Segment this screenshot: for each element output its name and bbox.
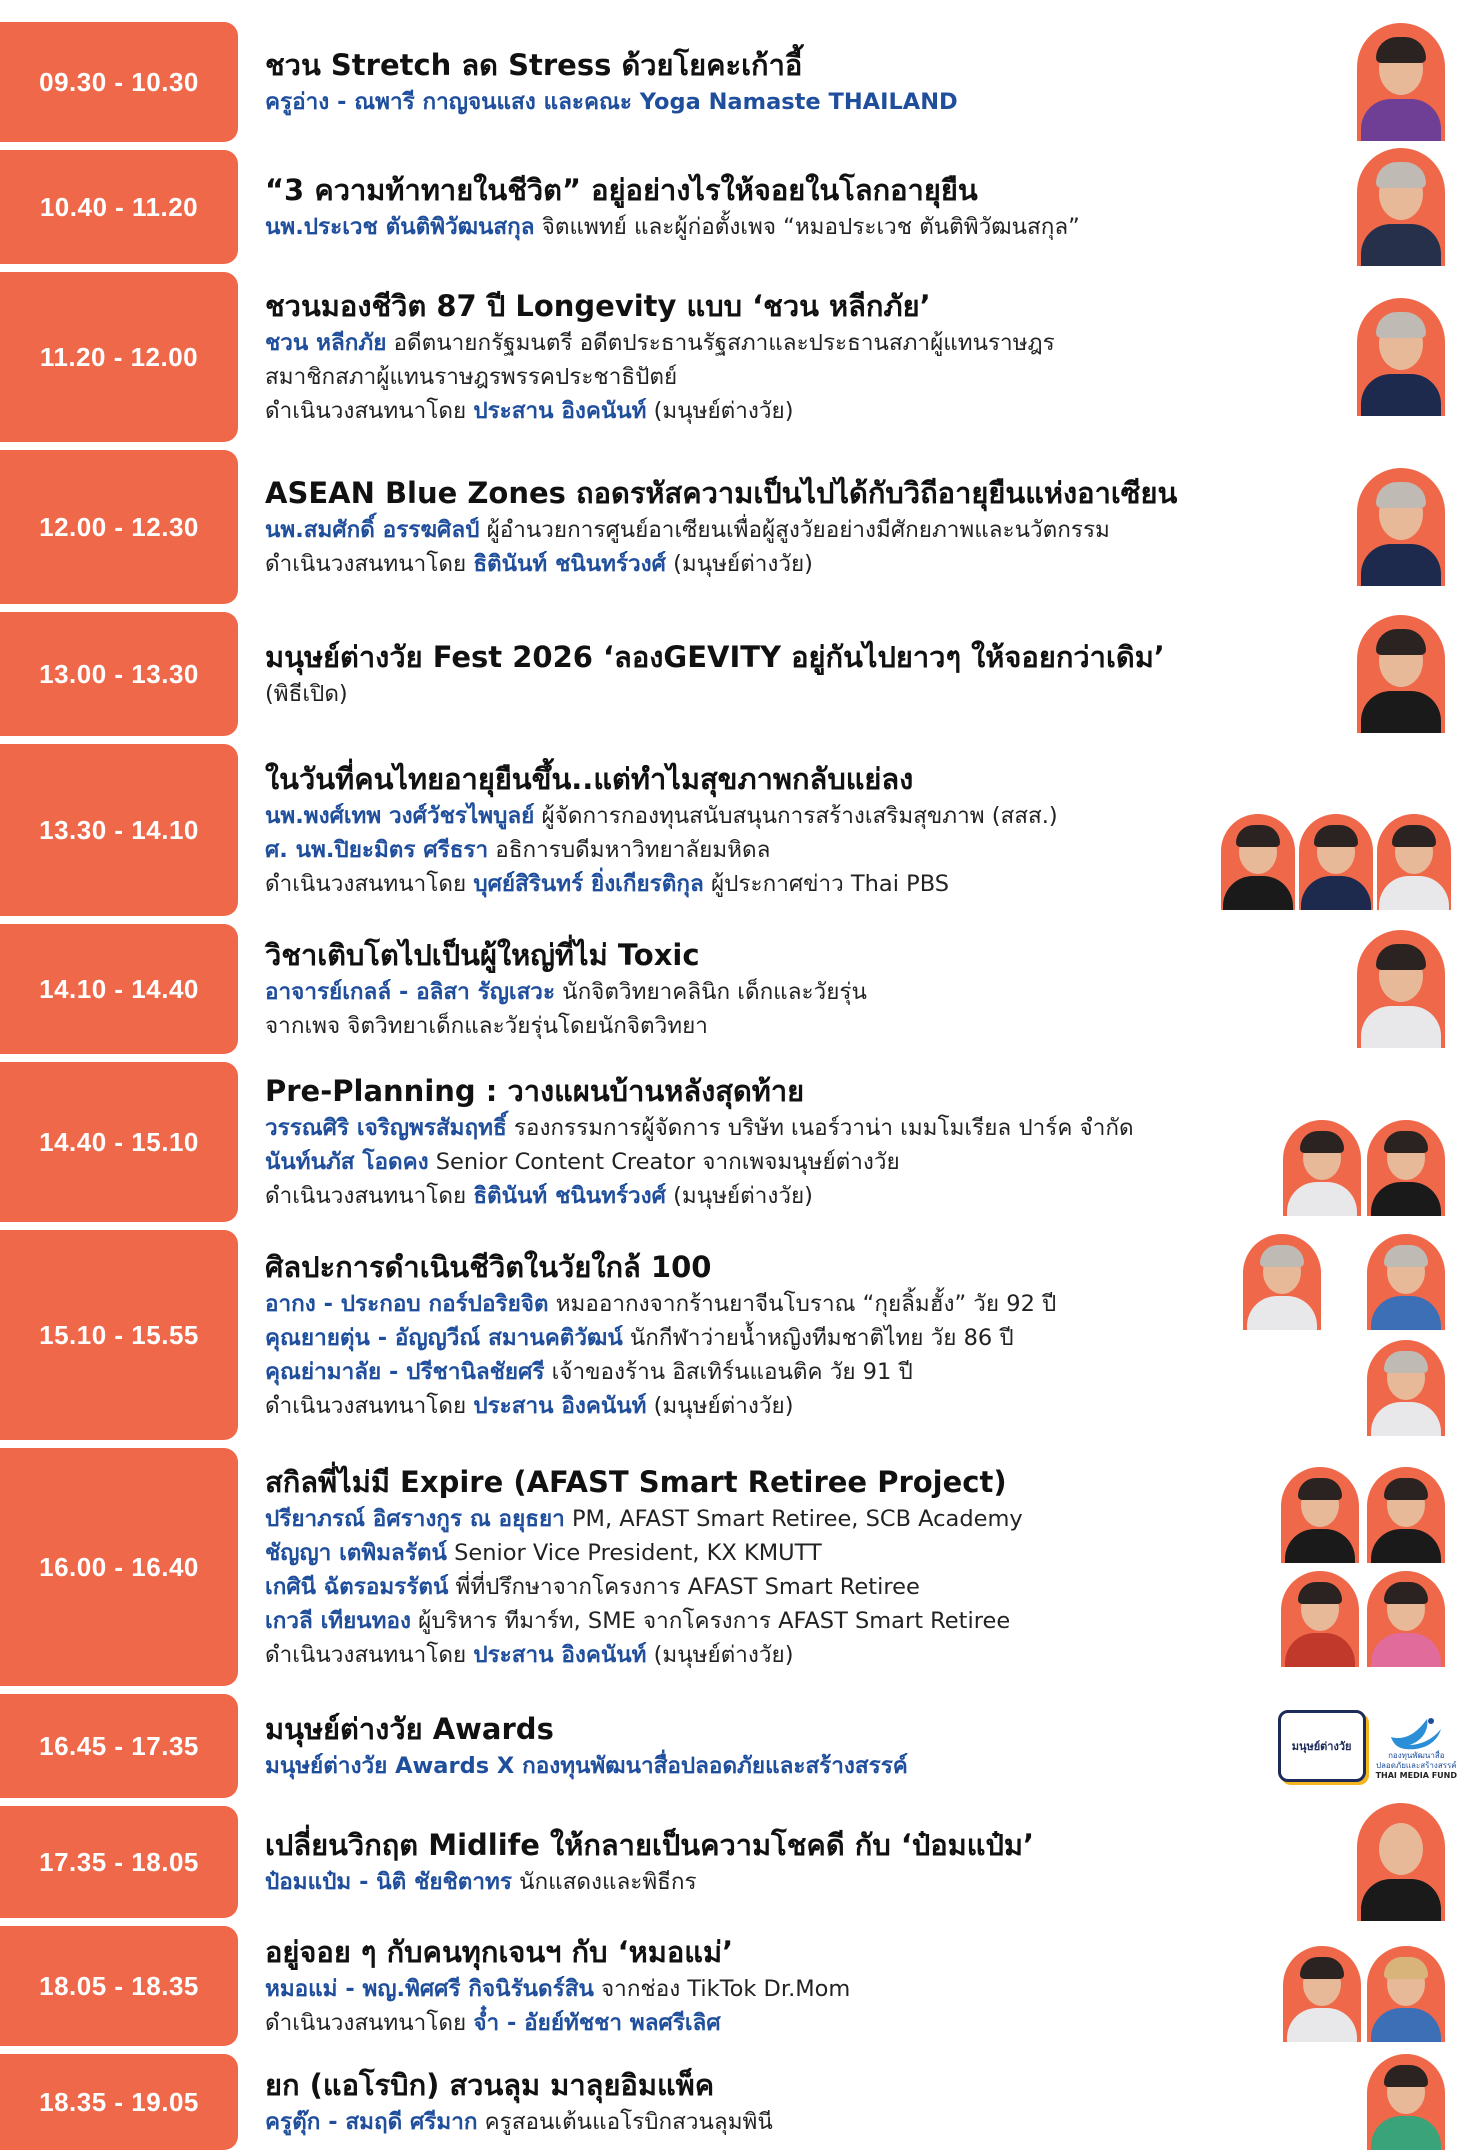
speaker-role: PM, AFAST Smart Retiree, SCB Academy [564,1506,1023,1532]
session-row [0,1448,1463,1686]
session-title: ชวนมองชีวิต 87 ปี Longevity แบบ ‘ชวน หลีกภัย’ [265,289,931,323]
speaker-line [265,1865,1238,1899]
bird-icon [1387,1711,1445,1751]
speaker-portrait [1367,1571,1445,1667]
speaker-line [265,326,1238,360]
speaker-photos [1235,1448,1445,1686]
moderator-line [265,1389,1238,1423]
speaker-portrait [1367,1467,1445,1563]
session-time: 11.20 - 12.00 [0,272,238,442]
session-time: 14.40 - 15.10 [0,1062,238,1222]
speaker-line [265,1287,1238,1321]
speaker-name: ปรียาภรณ์ อิศรางกูร ณ อยุธยา [265,1506,565,1532]
speaker-line [265,799,1238,833]
speaker-role: อดีตนายกรัฐมนตรี อดีตประธานรัฐสภาและประธานสภาผู้แทนราษฎร [386,330,1055,356]
speaker-name: ครูอ่าง - ณพารี กาญจนแสง และคณะ Yoga Namaste THAILAND [265,89,958,115]
speaker-portrait [1281,1571,1359,1667]
session-row [0,1694,1463,1798]
session-time: 14.10 - 14.40 [0,924,238,1054]
speaker-name: เกวลี เทียนทอง [265,1608,411,1634]
speaker-line [265,1321,1238,1355]
speaker-portrait [1281,1467,1359,1563]
speaker-line [265,1749,1238,1783]
session-time: 10.40 - 11.20 [0,150,238,264]
moderator-label: ดำเนินวงสนทนาโดย [265,2010,474,2036]
speaker-line [265,1355,1238,1389]
moderator-label: ดำเนินวงสนทนาโดย [265,1183,474,1209]
session-content [265,1448,1238,1686]
session-title: Pre-Planning : วางแผนบ้านหลังสุดท้าย [265,1074,805,1108]
speaker-role: รองกรรมการผู้จัดการ บริษัท เนอร์วาน่า เมมโมเรียล ปาร์ค จำกัด [506,1115,1134,1141]
speaker-name: ศ. นพ.ปิยะมิตร ศรีธรา [265,837,489,863]
session-time: 13.30 - 14.10 [0,744,238,916]
session-title: ยก (แอโรบิก) สวนลุม มาลุยอิมแพ็ค [265,2068,715,2102]
session-time: 13.00 - 13.30 [0,612,238,736]
moderator-name: บุศย์สิรินทร์ ยิ่งเกียรติกุล [473,871,704,897]
speaker-line [265,513,1238,547]
speaker-line [265,360,1238,394]
speaker-role: จากเพจ จิตวิทยาเด็กและวัยรุ่นโดยนักจิตวิทยา [265,1013,708,1039]
session-row [0,1806,1463,1918]
speaker-photos [1235,1926,1445,2046]
speaker-name: คุณยายตุ่น - อัญญวีณ์ สมานคติวัฒน์ [265,1325,623,1351]
speaker-name: นพ.สมศักดิ์ อรรฆศิลป์ [265,517,480,543]
moderator-line [265,1179,1238,1213]
speaker-photos [1235,2054,1445,2150]
speaker-role: นักจิตวิทยาคลินิก เด็กและวัยรุ่น [555,979,867,1005]
moderator-line [265,867,1238,901]
speaker-portrait [1367,1340,1445,1436]
session-time: 17.35 - 18.05 [0,1806,238,1918]
speaker-name: ชวน หลีกภัย [265,330,387,356]
session-time: 16.45 - 17.35 [0,1694,238,1798]
session-time: 18.05 - 18.35 [0,1926,238,2046]
session-time: 09.30 - 10.30 [0,22,238,142]
thai-media-fund-logo [1376,1711,1457,1781]
moderator-label: ดำเนินวงสนทนาโดย [265,398,474,424]
speaker-portrait [1367,1234,1445,1330]
speaker-portrait [1357,615,1445,733]
speaker-photos [1235,924,1445,1054]
speaker-role: จิตแพทย์ และผู้ก่อตั้งเพจ “หมอประเวช ตันติพิวัฒนสกุล” [534,214,1080,240]
moderator-name: จ๋ำ - อัยย์ทัชชา พลศรีเลิศ [473,2010,721,2036]
speaker-role: ผู้บริหาร ทีมาร์ท, SME จากโครงการ AFAST Smart Retiree [411,1608,1011,1634]
moderator-name: ธิตินันท์ ชนินทร์วงศ์ [473,1183,666,1209]
speaker-line [265,2105,1238,2139]
speaker-portrait [1357,930,1445,1048]
speaker-role: สมาชิกสภาผู้แทนราษฎรพรรคประชาธิปัตย์ [265,364,678,390]
moderator-line [265,1638,1238,1672]
speaker-portrait [1357,23,1445,141]
moderator-name: ประสาน อิงคนันท์ [473,1642,647,1668]
session-content [265,150,1238,264]
speaker-role: หมออากงจากร้านยาจีนโบราณ “กุยลิ้มฮั้ง” วัย 92 ปี [548,1291,1057,1317]
speaker-name: ครูตุ๊ก - สมฤดี ศรีมาก [265,2109,478,2135]
speaker-role: อธิการบดีมหาวิทยาลัยมหิดล [488,837,771,863]
session-row [0,272,1463,442]
session-row [0,150,1463,264]
speaker-name: นันท์นภัส โอดคง [265,1149,429,1175]
moderator-line [265,2006,1238,2040]
session-title: “3 ความท้าทายในชีวิต” อยู่อย่างไรให้จอยในโลกอายุยืน [265,173,978,207]
moderator-name: ธิตินันท์ ชนินทร์วงศ์ [473,551,666,577]
session-row [0,1230,1463,1440]
moderator-label: ดำเนินวงสนทนาโดย [265,1642,474,1668]
speaker-role: ผู้จัดการกองทุนสนับสนุนการสร้างเสริมสุขภาพ (สสส.) [534,803,1058,829]
partner-logos-group [1278,1710,1457,1782]
speaker-line [265,1972,1238,2006]
speaker-portrait [1367,1946,1445,2042]
speaker-line [265,1536,1238,1570]
speaker-name: เกศินี ฉัตรอมรรัตน์ [265,1574,449,1600]
session-row [0,1062,1463,1222]
speaker-role: นักกีฬาว่ายน้ำหญิงทีมชาติไทย วัย 86 ปี [622,1325,1014,1351]
session-time: 18.35 - 19.05 [0,2054,238,2150]
session-content [265,22,1238,142]
session-title: ในวันที่คนไทยอายุยืนขึ้น..แต่ทำไมสุขภาพกลับแย่ลง [265,762,914,796]
session-content [265,450,1238,604]
session-title: เปลี่ยนวิกฤต Midlife ให้กลายเป็นความโชคดี กับ ‘ป๋อมแป๋ม’ [265,1828,1035,1862]
manutangwai-logo [1278,1710,1366,1782]
speaker-name: มนุษย์ต่างวัย Awards X กองทุนพัฒนาสื่อปลอดภัยและสร้างสรรค์ [265,1753,908,1779]
session-row [0,1926,1463,2046]
session-title: ASEAN Blue Zones ถอดรหัสความเป็นไปได้กับวิถีอายุยืนแห่งอาเซียน [265,476,1178,510]
speaker-line [265,975,1238,1009]
session-content [265,1062,1238,1222]
speaker-portrait [1357,468,1445,586]
session-title: มนุษย์ต่างวัย Fest 2026 ‘ลองGEVITY อยู่กันไปยาวๆ ให้จอยกว่าเดิม’ [265,640,1165,674]
speaker-line [265,1502,1238,1536]
moderator-line [265,547,1238,581]
speaker-portrait [1367,2054,1445,2150]
moderator-org: (มนุษย์ต่างวัย) [646,398,794,424]
speaker-line [265,1111,1238,1145]
speaker-portrait [1221,814,1295,910]
speaker-line [265,1009,1238,1043]
session-content [265,1806,1238,1918]
session-row [0,22,1463,142]
session-row [0,924,1463,1054]
speaker-name: วรรณศิริ เจริญพรสัมฤทธิ์ [265,1115,507,1141]
speaker-portrait [1367,1120,1445,1216]
session-title: สกิลพี่ไม่มี Expire (AFAST Smart Retiree Project) [265,1465,1007,1499]
fund-name-th-2: ปลอดภัยและสร้างสรรค์ [1375,1761,1457,1770]
speaker-line [265,210,1238,244]
moderator-name: ประสาน อิงคนันท์ [473,398,647,424]
session-content [265,2054,1238,2150]
speaker-name: อากง - ประกอบ กอร์ปอริยจิต [265,1291,549,1317]
moderator-label: ดำเนินวงสนทนาโดย [265,551,474,577]
speaker-line [265,85,1238,119]
speaker-role: เจ้าของร้าน อิสเทิร์นแอนติค วัย 91 ปี [544,1359,913,1385]
speaker-portrait [1299,814,1373,910]
speaker-portrait [1283,1120,1361,1216]
speaker-role: ครูสอนเต้นแอโรบิกสวนลุมพินี [477,2109,773,2135]
session-row [0,612,1463,736]
speaker-line [265,1570,1238,1604]
speaker-role: พี่ที่ปรึกษาจากโครงการ AFAST Smart Retiree [448,1574,920,1600]
speaker-portrait [1377,814,1451,910]
session-subtitle: (พิธีเปิด) [265,681,348,707]
speaker-portrait [1357,298,1445,416]
speaker-role: จากช่อง TikTok Dr.Mom [593,1976,851,2002]
session-title: มนุษย์ต่างวัย Awards [265,1712,554,1746]
session-content [265,1694,1238,1798]
moderator-name: ประสาน อิงคนันท์ [473,1393,647,1419]
speaker-line [265,1145,1238,1179]
fund-name-th-1: กองทุนพัฒนาสื่อ [1388,1751,1445,1760]
moderator-label: ดำเนินวงสนทนาโดย [265,1393,474,1419]
speaker-name: ชัญญา เตพิมลรัตน์ [265,1540,447,1566]
speaker-line [265,833,1238,867]
fund-name-en: THAI MEDIA FUND [1375,1771,1457,1780]
speaker-photos [1221,744,1451,916]
manutangwai-logo-text: มนุษย์ต่างวัย [1291,1740,1352,1753]
moderator-org: (มนุษย์ต่างวัย) [665,1183,813,1209]
speaker-portrait [1283,1946,1361,2042]
session-content [265,1230,1238,1440]
speaker-role: Senior Vice President, KX KMUTT [446,1540,822,1566]
session-title: อยู่จอย ๆ กับคนทุกเจนฯ กับ ‘หมอแม่’ [265,1935,734,1969]
session-content [265,272,1238,442]
moderator-org: (มนุษย์ต่างวัย) [665,551,813,577]
moderator-label: ดำเนินวงสนทนาโดย [265,871,474,897]
partner-logos [1187,1694,1457,1798]
session-title: วิชาเติบโตไปเป็นผู้ใหญ่ที่ไม่ Toxic [265,938,700,972]
speaker-role: นักแสดงและพิธีกร [511,1869,697,1895]
session-content [265,744,1238,916]
moderator-org: (มนุษย์ต่างวัย) [646,1642,794,1668]
session-row [0,450,1463,604]
session-row [0,744,1463,916]
speaker-name: นพ.ประเวช ตันติพิวัฒนสกุล [265,214,535,240]
speaker-name: ป๋อมแป๋ม - นิติ ชัยชิตาทร [265,1869,512,1895]
speaker-name: นพ.พงศ์เทพ วงศ์วัชรไพบูลย์ [265,803,535,829]
moderator-org: ผู้ประกาศข่าว Thai PBS [703,871,950,897]
moderator-org: (มนุษย์ต่างวัย) [646,1393,794,1419]
session-content [265,924,1238,1054]
session-title: ศิลปะการดำเนินชีวิตในวัยใกล้ 100 [265,1250,712,1284]
speaker-line [265,1604,1238,1638]
speaker-portrait [1357,148,1445,266]
speaker-photos [1235,450,1445,604]
speaker-name: หมอแม่ - พญ.พิศศรี กิจนิรันดร์สิน [265,1976,594,2002]
session-content [265,1926,1238,2046]
speaker-name: อาจารย์เกลล์ - อลิสา รัญเสวะ [265,979,556,1005]
session-time: 15.10 - 15.55 [0,1230,238,1440]
moderator-line [265,394,1238,428]
speaker-photos [1235,1806,1445,1918]
speaker-photos [1235,612,1445,736]
speaker-photos [1235,22,1445,142]
speaker-role: Senior Content Creator จากเพจมนุษย์ต่างวัย [428,1149,900,1175]
speaker-photos [1235,1062,1445,1222]
speaker-photos [1235,1230,1445,1440]
session-row [0,2054,1463,2150]
session-content [265,612,1238,736]
speaker-role: ผู้อำนวยการศูนย์อาเซียนเพื่อผู้สูงวัยอย่างมีศักยภาพและนวัตกรรม [479,517,1110,543]
speaker-portrait [1357,1803,1445,1921]
speaker-photos [1235,272,1445,442]
session-time: 16.00 - 16.40 [0,1448,238,1686]
speaker-photos [1235,150,1445,264]
session-time: 12.00 - 12.30 [0,450,238,604]
session-title: ชวน Stretch ลด Stress ด้วยโยคะเก้าอี้ [265,48,803,82]
speaker-name: คุณย่ามาลัย - ปรีชานิลชัยศรี [265,1359,545,1385]
speaker-portrait [1243,1234,1321,1330]
